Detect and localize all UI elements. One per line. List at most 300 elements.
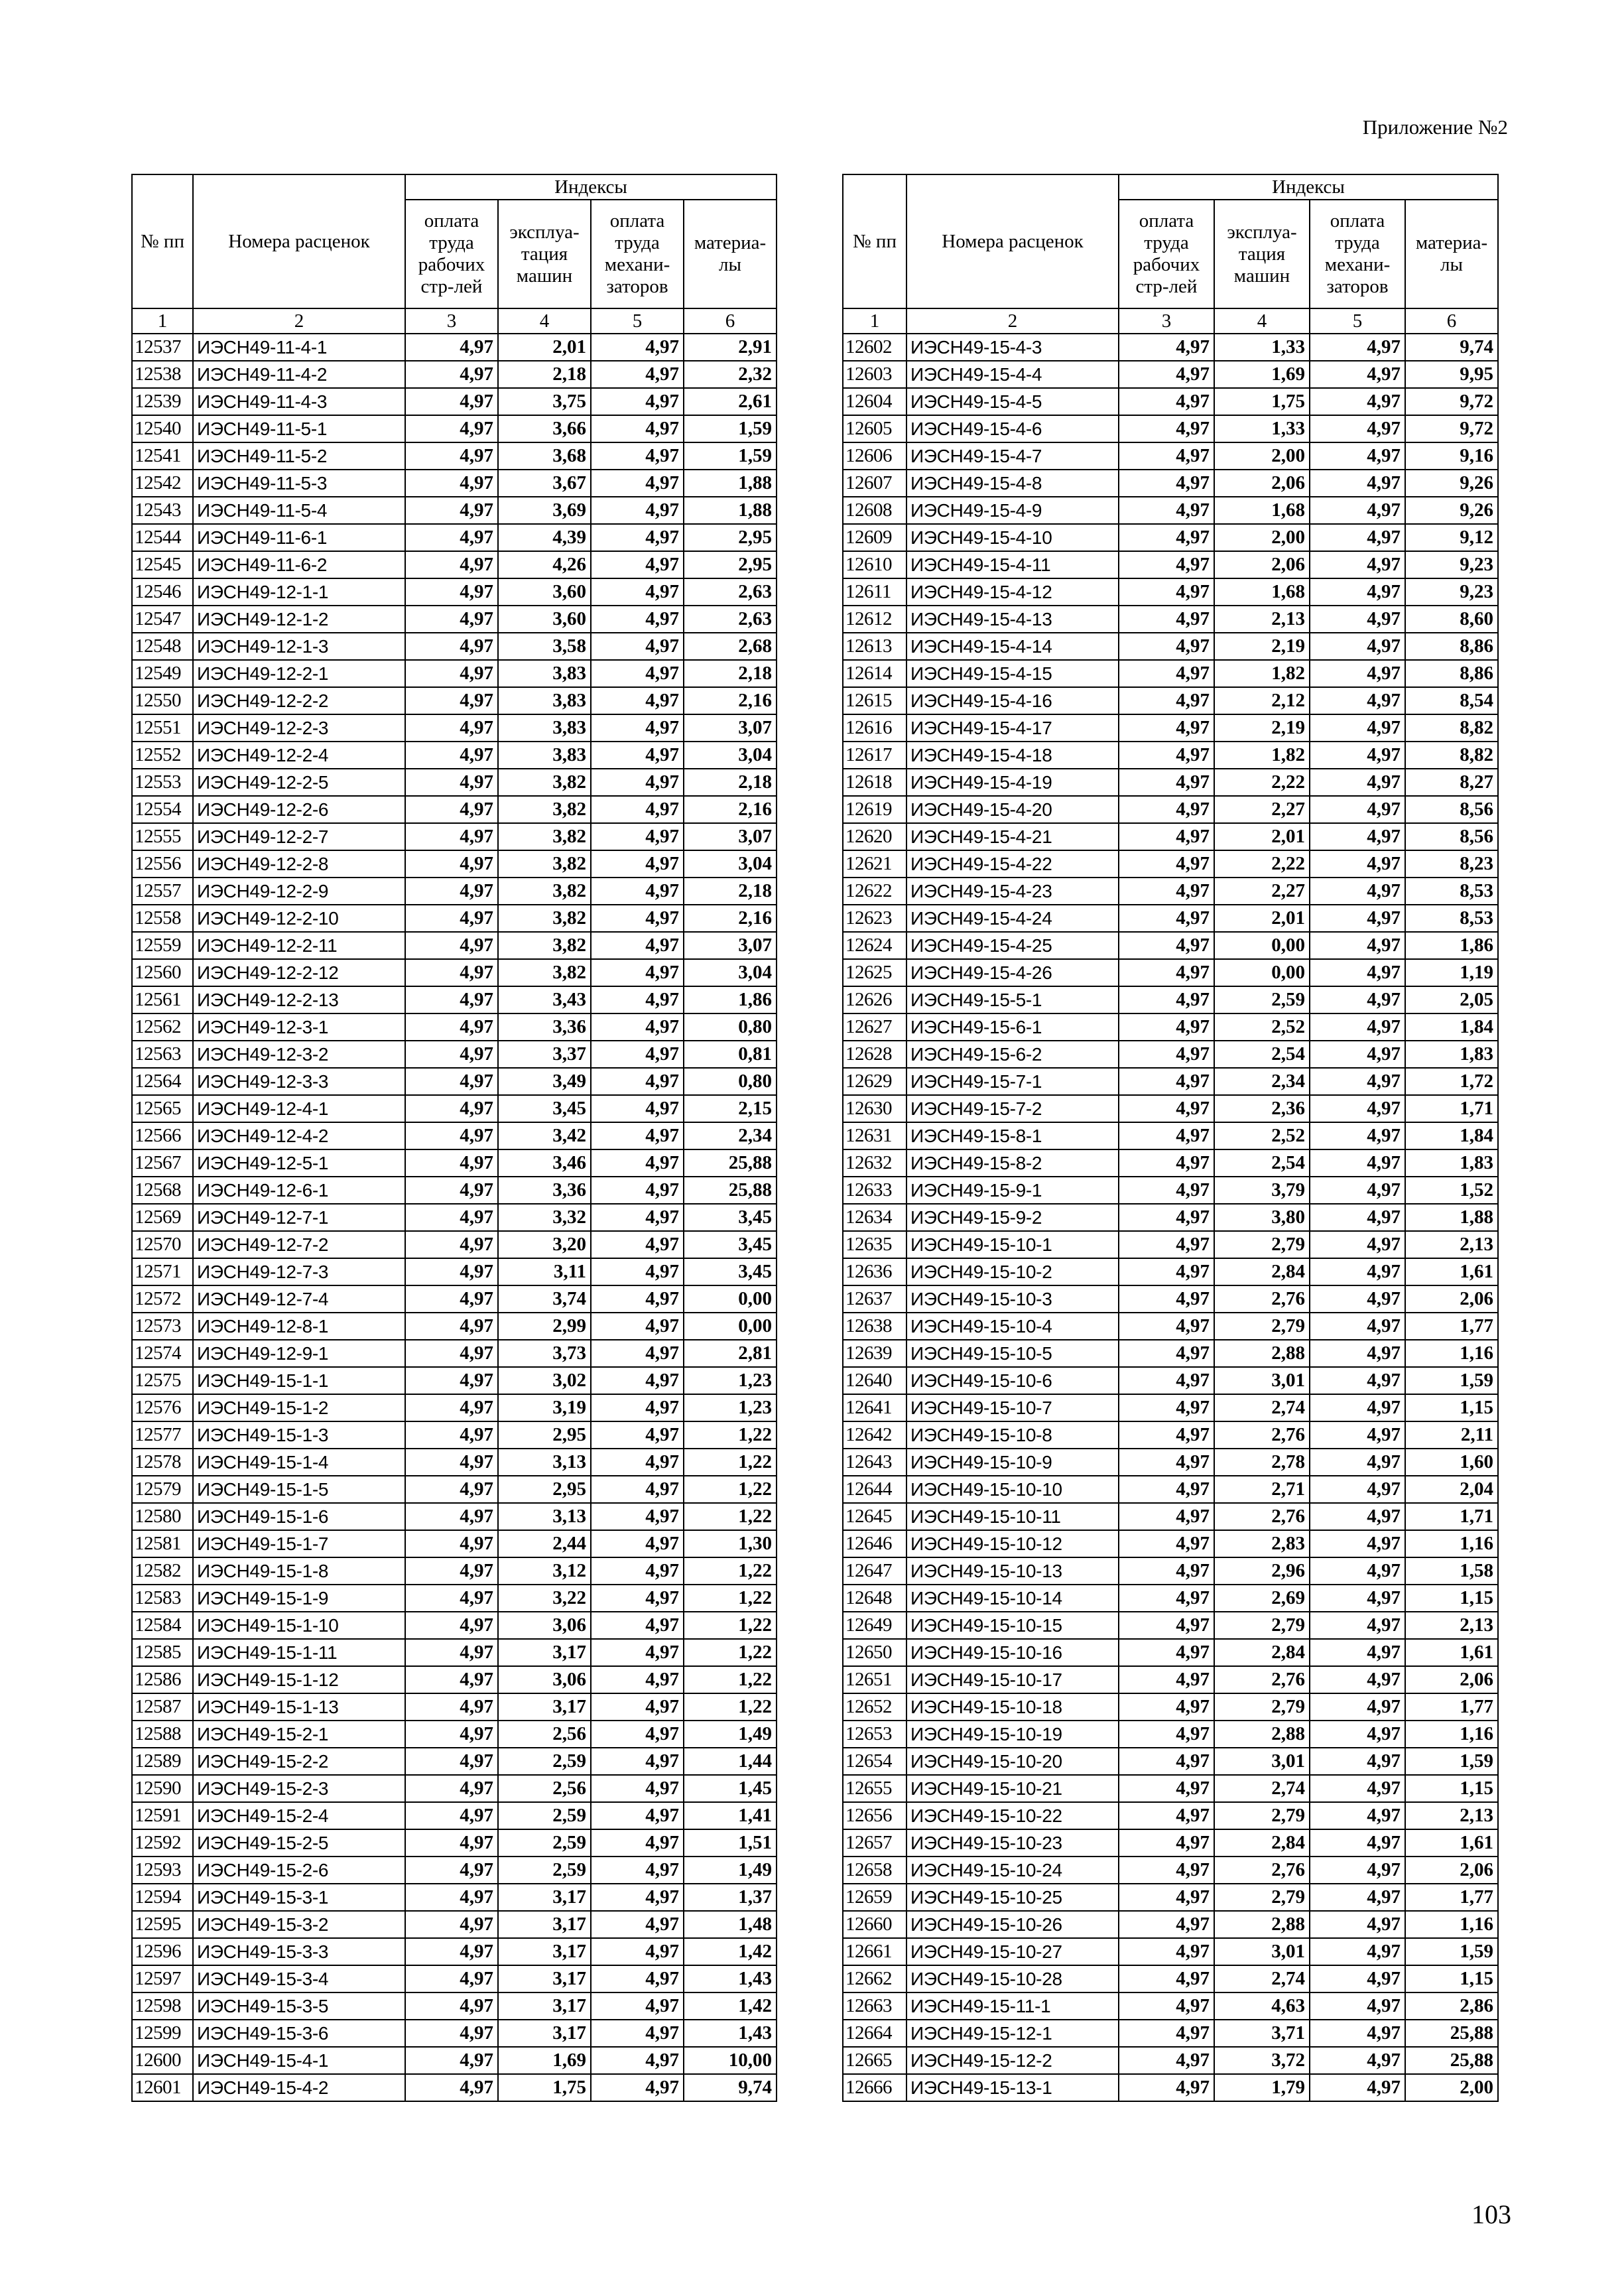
materials-index: 2,06 xyxy=(1405,1666,1498,1693)
table-row xyxy=(843,361,1498,388)
labor-operators-index: 4,97 xyxy=(591,1204,684,1231)
labor-workers-index: 4,97 xyxy=(405,1068,498,1095)
labor-operators-index: 4,97 xyxy=(591,1095,684,1122)
table-row xyxy=(843,1530,1498,1557)
materials-index: 3,07 xyxy=(684,932,777,959)
row-number: 12613 xyxy=(843,633,906,660)
machine-operation-index: 2,76 xyxy=(1214,1857,1310,1884)
labor-workers-index: 4,97 xyxy=(1119,470,1214,497)
materials-index: 1,59 xyxy=(1405,1367,1498,1394)
machine-operation-index: 3,66 xyxy=(498,415,591,442)
rate-code: ИЭСН49-12-1-2 xyxy=(193,606,405,633)
table-row xyxy=(843,415,1498,442)
table-row xyxy=(843,2074,1498,2101)
table-row xyxy=(132,1666,777,1693)
rate-code: ИЭСН49-15-4-25 xyxy=(906,932,1119,959)
header-materials: материа-лы xyxy=(1405,200,1498,308)
machine-operation-index: 3,12 xyxy=(498,1557,591,1585)
table-row xyxy=(843,1666,1498,1693)
labor-workers-index: 4,97 xyxy=(405,1041,498,1068)
row-number: 12586 xyxy=(132,1666,193,1693)
labor-operators-index: 4,97 xyxy=(1310,1421,1405,1449)
rate-code: ИЭСН49-12-2-7 xyxy=(193,823,405,850)
labor-operators-index: 4,97 xyxy=(1310,1149,1405,1177)
machine-operation-index: 2,95 xyxy=(498,1421,591,1449)
materials-index: 9,16 xyxy=(1405,442,1498,470)
table-row xyxy=(132,1122,777,1149)
rate-code: ИЭСН49-12-2-10 xyxy=(193,905,405,932)
labor-operators-index: 4,97 xyxy=(1310,1965,1405,1992)
machine-operation-index: 3,83 xyxy=(498,660,591,687)
row-number: 12657 xyxy=(843,1829,906,1857)
materials-index: 2,16 xyxy=(684,905,777,932)
materials-index: 1,88 xyxy=(684,470,777,497)
table-row xyxy=(132,1857,777,1884)
labor-workers-index: 4,97 xyxy=(1119,1938,1214,1965)
row-number: 12558 xyxy=(132,905,193,932)
row-number: 12642 xyxy=(843,1421,906,1449)
machine-operation-index: 1,75 xyxy=(498,2074,591,2101)
materials-index: 1,22 xyxy=(684,1557,777,1585)
table-row xyxy=(132,1612,777,1639)
labor-workers-index: 4,97 xyxy=(405,1775,498,1802)
rate-code: ИЭСН49-15-10-12 xyxy=(906,1530,1119,1557)
table-row xyxy=(843,1857,1498,1884)
rate-code: ИЭСН49-15-10-6 xyxy=(906,1367,1119,1394)
table-row xyxy=(132,850,777,878)
rate-code: ИЭСН49-15-12-2 xyxy=(906,2047,1119,2074)
machine-operation-index: 2,74 xyxy=(1214,1775,1310,1802)
row-number: 12556 xyxy=(132,850,193,878)
row-number: 12595 xyxy=(132,1911,193,1938)
rate-code: ИЭСН49-15-4-20 xyxy=(906,796,1119,823)
materials-index: 9,74 xyxy=(684,2074,777,2101)
labor-operators-index: 4,97 xyxy=(591,470,684,497)
labor-workers-index: 4,97 xyxy=(1119,1612,1214,1639)
labor-operators-index: 4,97 xyxy=(1310,1557,1405,1585)
machine-operation-index: 3,82 xyxy=(498,823,591,850)
row-number: 12590 xyxy=(132,1775,193,1802)
row-number: 12582 xyxy=(132,1557,193,1585)
labor-workers-index: 4,97 xyxy=(405,606,498,633)
labor-workers-index: 4,97 xyxy=(405,1476,498,1503)
labor-workers-index: 4,97 xyxy=(405,959,498,986)
row-number: 12632 xyxy=(843,1149,906,1177)
rate-code: ИЭСН49-15-10-24 xyxy=(906,1857,1119,1884)
labor-operators-index: 4,97 xyxy=(591,1149,684,1177)
header-num: № пп xyxy=(843,174,906,308)
row-number: 12611 xyxy=(843,578,906,606)
labor-operators-index: 4,97 xyxy=(591,714,684,742)
table-row xyxy=(843,1612,1498,1639)
materials-index: 9,72 xyxy=(1405,415,1498,442)
materials-index: 1,22 xyxy=(684,1503,777,1530)
row-number: 12581 xyxy=(132,1530,193,1557)
table-row xyxy=(132,1476,777,1503)
col-index: 4 xyxy=(498,308,591,334)
machine-operation-index: 3,82 xyxy=(498,850,591,878)
machine-operation-index: 3,68 xyxy=(498,442,591,470)
materials-index: 1,59 xyxy=(1405,1938,1498,1965)
machine-operation-index: 2,88 xyxy=(1214,1911,1310,1938)
table-row xyxy=(132,334,777,361)
labor-operators-index: 4,97 xyxy=(1310,1938,1405,1965)
machine-operation-index: 3,13 xyxy=(498,1449,591,1476)
labor-workers-index: 4,97 xyxy=(405,1612,498,1639)
table-row xyxy=(843,1992,1498,2020)
labor-workers-index: 4,97 xyxy=(405,1530,498,1557)
row-number: 12598 xyxy=(132,1992,193,2020)
machine-operation-index: 3,17 xyxy=(498,1693,591,1721)
rate-code: ИЭСН49-15-10-16 xyxy=(906,1639,1119,1666)
rate-code: ИЭСН49-15-10-21 xyxy=(906,1775,1119,1802)
row-number: 12656 xyxy=(843,1802,906,1829)
row-number: 12610 xyxy=(843,551,906,578)
labor-workers-index: 4,97 xyxy=(405,1748,498,1775)
labor-operators-index: 4,97 xyxy=(1310,1530,1405,1557)
machine-operation-index: 2,88 xyxy=(1214,1340,1310,1367)
materials-index: 1,61 xyxy=(1405,1639,1498,1666)
row-number: 12658 xyxy=(843,1857,906,1884)
row-number: 12554 xyxy=(132,796,193,823)
rate-code: ИЭСН49-12-1-1 xyxy=(193,578,405,606)
table-row xyxy=(132,1775,777,1802)
materials-index: 1,52 xyxy=(1405,1177,1498,1204)
materials-index: 2,61 xyxy=(684,388,777,415)
table-row xyxy=(843,388,1498,415)
row-number: 12619 xyxy=(843,796,906,823)
labor-operators-index: 4,97 xyxy=(591,1258,684,1285)
table-row xyxy=(843,606,1498,633)
materials-index: 1,51 xyxy=(684,1829,777,1857)
rate-code: ИЭСН49-15-12-1 xyxy=(906,2020,1119,2047)
materials-index: 2,13 xyxy=(1405,1802,1498,1829)
rate-code: ИЭСН49-12-7-2 xyxy=(193,1231,405,1258)
machine-operation-index: 3,46 xyxy=(498,1149,591,1177)
table-row xyxy=(843,660,1498,687)
table-row xyxy=(132,1911,777,1938)
labor-workers-index: 4,97 xyxy=(405,1721,498,1748)
machine-operation-index: 2,52 xyxy=(1214,1122,1310,1149)
labor-operators-index: 4,97 xyxy=(591,1911,684,1938)
machine-operation-index: 3,37 xyxy=(498,1041,591,1068)
row-number: 12620 xyxy=(843,823,906,850)
table-row xyxy=(843,1693,1498,1721)
rate-code: ИЭСН49-15-4-17 xyxy=(906,714,1119,742)
table-row xyxy=(843,1476,1498,1503)
labor-operators-index: 4,97 xyxy=(591,1177,684,1204)
labor-workers-index: 4,97 xyxy=(405,796,498,823)
column-index-row xyxy=(843,308,1498,334)
materials-index: 1,61 xyxy=(1405,1258,1498,1285)
labor-workers-index: 4,97 xyxy=(405,905,498,932)
table-row xyxy=(843,1802,1498,1829)
machine-operation-index: 2,76 xyxy=(1214,1503,1310,1530)
materials-index: 8,60 xyxy=(1405,606,1498,633)
rate-code: ИЭСН49-15-10-9 xyxy=(906,1449,1119,1476)
machine-operation-index: 2,19 xyxy=(1214,714,1310,742)
labor-workers-index: 4,97 xyxy=(1119,1965,1214,1992)
labor-workers-index: 4,97 xyxy=(405,1992,498,2020)
row-number: 12643 xyxy=(843,1449,906,1476)
row-number: 12574 xyxy=(132,1340,193,1367)
labor-operators-index: 4,97 xyxy=(591,1068,684,1095)
row-number: 12661 xyxy=(843,1938,906,1965)
materials-index: 10,00 xyxy=(684,2047,777,2074)
row-number: 12547 xyxy=(132,606,193,633)
labor-operators-index: 4,97 xyxy=(591,1013,684,1041)
table-row xyxy=(132,361,777,388)
labor-operators-index: 4,97 xyxy=(1310,1721,1405,1748)
rate-code: ИЭСН49-15-2-4 xyxy=(193,1802,405,1829)
machine-operation-index: 3,17 xyxy=(498,1965,591,1992)
labor-workers-index: 4,97 xyxy=(1119,1041,1214,1068)
table-row xyxy=(132,986,777,1013)
row-number: 12634 xyxy=(843,1204,906,1231)
labor-workers-index: 4,97 xyxy=(405,633,498,660)
machine-operation-index: 2,01 xyxy=(1214,905,1310,932)
labor-workers-index: 4,97 xyxy=(1119,2074,1214,2101)
rate-code: ИЭСН49-12-2-4 xyxy=(193,742,405,769)
labor-workers-index: 4,97 xyxy=(405,1394,498,1421)
labor-operators-index: 4,97 xyxy=(1310,1122,1405,1149)
machine-operation-index: 3,17 xyxy=(498,1884,591,1911)
labor-operators-index: 4,97 xyxy=(591,1340,684,1367)
labor-operators-index: 4,97 xyxy=(591,551,684,578)
labor-operators-index: 4,97 xyxy=(591,660,684,687)
labor-operators-index: 4,97 xyxy=(1310,796,1405,823)
row-number: 12651 xyxy=(843,1666,906,1693)
labor-operators-index: 4,97 xyxy=(1310,850,1405,878)
col-index: 5 xyxy=(1310,308,1405,334)
labor-operators-index: 4,97 xyxy=(591,1231,684,1258)
labor-operators-index: 4,97 xyxy=(591,959,684,986)
machine-operation-index: 2,59 xyxy=(498,1748,591,1775)
labor-operators-index: 4,97 xyxy=(591,497,684,524)
table-row xyxy=(132,769,777,796)
machine-operation-index: 2,54 xyxy=(1214,1149,1310,1177)
table-row xyxy=(843,551,1498,578)
table-row xyxy=(843,1095,1498,1122)
machine-operation-index: 2,59 xyxy=(1214,986,1310,1013)
labor-operators-index: 4,97 xyxy=(1310,1693,1405,1721)
table-row xyxy=(132,388,777,415)
rate-code: ИЭСН49-12-3-1 xyxy=(193,1013,405,1041)
machine-operation-index: 3,69 xyxy=(498,497,591,524)
rate-code: ИЭСН49-15-4-23 xyxy=(906,878,1119,905)
row-number: 12624 xyxy=(843,932,906,959)
materials-index: 1,77 xyxy=(1405,1693,1498,1721)
rate-code: ИЭСН49-12-7-3 xyxy=(193,1258,405,1285)
rate-code: ИЭСН49-15-4-4 xyxy=(906,361,1119,388)
col-index: 3 xyxy=(405,308,498,334)
machine-operation-index: 2,84 xyxy=(1214,1639,1310,1666)
machine-operation-index: 4,63 xyxy=(1214,1992,1310,2020)
labor-workers-index: 4,97 xyxy=(405,1013,498,1041)
labor-workers-index: 4,97 xyxy=(1119,1748,1214,1775)
row-number: 12659 xyxy=(843,1884,906,1911)
machine-operation-index: 3,17 xyxy=(498,1938,591,1965)
table-row xyxy=(843,1041,1498,1068)
labor-workers-index: 4,97 xyxy=(405,932,498,959)
labor-operators-index: 4,97 xyxy=(1310,334,1405,361)
rate-code: ИЭСН49-15-10-23 xyxy=(906,1829,1119,1857)
materials-index: 1,15 xyxy=(1405,1775,1498,1802)
labor-operators-index: 4,97 xyxy=(1310,1013,1405,1041)
row-number: 12621 xyxy=(843,850,906,878)
labor-workers-index: 4,97 xyxy=(405,714,498,742)
machine-operation-index: 1,79 xyxy=(1214,2074,1310,2101)
header-machine-operation: эксплуа-тация машин xyxy=(498,200,591,308)
labor-operators-index: 4,97 xyxy=(1310,1204,1405,1231)
materials-index: 0,80 xyxy=(684,1013,777,1041)
row-number: 12629 xyxy=(843,1068,906,1095)
materials-index: 1,58 xyxy=(1405,1557,1498,1585)
machine-operation-index: 4,39 xyxy=(498,524,591,551)
materials-index: 1,15 xyxy=(1405,1585,1498,1612)
labor-workers-index: 4,97 xyxy=(1119,1857,1214,1884)
materials-index: 8,82 xyxy=(1405,742,1498,769)
materials-index: 2,63 xyxy=(684,578,777,606)
labor-workers-index: 4,97 xyxy=(1119,1829,1214,1857)
rate-code: ИЭСН49-15-10-3 xyxy=(906,1285,1119,1313)
materials-index: 1,19 xyxy=(1405,959,1498,986)
machine-operation-index: 3,72 xyxy=(1214,2047,1310,2074)
rate-code: ИЭСН49-12-7-4 xyxy=(193,1285,405,1313)
row-number: 12626 xyxy=(843,986,906,1013)
machine-operation-index: 2,76 xyxy=(1214,1421,1310,1449)
row-number: 12540 xyxy=(132,415,193,442)
header-code: Номера расценок xyxy=(906,174,1119,308)
labor-operators-index: 4,97 xyxy=(591,850,684,878)
rate-code: ИЭСН49-15-4-7 xyxy=(906,442,1119,470)
labor-workers-index: 4,97 xyxy=(1119,850,1214,878)
rate-code: ИЭСН49-12-9-1 xyxy=(193,1340,405,1367)
rate-code: ИЭСН49-15-6-1 xyxy=(906,1013,1119,1041)
table-row xyxy=(843,442,1498,470)
materials-index: 2,34 xyxy=(684,1122,777,1149)
labor-workers-index: 4,97 xyxy=(405,1340,498,1367)
rate-code: ИЭСН49-12-6-1 xyxy=(193,1177,405,1204)
header-materials: материа-лы xyxy=(684,200,777,308)
rate-code: ИЭСН49-15-4-14 xyxy=(906,633,1119,660)
labor-workers-index: 4,97 xyxy=(1119,769,1214,796)
rate-code: ИЭСН49-12-2-11 xyxy=(193,932,405,959)
row-number: 12636 xyxy=(843,1258,906,1285)
labor-workers-index: 4,97 xyxy=(1119,823,1214,850)
rate-code: ИЭСН49-15-10-2 xyxy=(906,1258,1119,1285)
table-row xyxy=(132,1340,777,1367)
header-group: Индексы xyxy=(405,174,777,200)
machine-operation-index: 2,06 xyxy=(1214,470,1310,497)
labor-operators-index: 4,97 xyxy=(591,1503,684,1530)
labor-workers-index: 4,97 xyxy=(1119,1884,1214,1911)
row-number: 12564 xyxy=(132,1068,193,1095)
labor-workers-index: 4,97 xyxy=(1119,606,1214,633)
machine-operation-index: 3,01 xyxy=(1214,1748,1310,1775)
materials-index: 3,04 xyxy=(684,959,777,986)
machine-operation-index: 3,11 xyxy=(498,1258,591,1285)
rate-code: ИЭСН49-12-2-9 xyxy=(193,878,405,905)
table-row xyxy=(843,1829,1498,1857)
labor-workers-index: 4,97 xyxy=(1119,1421,1214,1449)
row-number: 12570 xyxy=(132,1231,193,1258)
machine-operation-index: 3,80 xyxy=(1214,1204,1310,1231)
rate-code: ИЭСН49-15-10-28 xyxy=(906,1965,1119,1992)
rate-code: ИЭСН49-15-1-7 xyxy=(193,1530,405,1557)
rate-code: ИЭСН49-15-2-1 xyxy=(193,1721,405,1748)
table-row xyxy=(843,1938,1498,1965)
machine-operation-index: 2,84 xyxy=(1214,1829,1310,1857)
machine-operation-index: 2,84 xyxy=(1214,1258,1310,1285)
labor-operators-index: 4,97 xyxy=(1310,660,1405,687)
rate-code: ИЭСН49-15-9-1 xyxy=(906,1177,1119,1204)
materials-index: 3,04 xyxy=(684,742,777,769)
labor-workers-index: 4,97 xyxy=(405,2074,498,2101)
materials-index: 3,04 xyxy=(684,850,777,878)
rate-code: ИЭСН49-12-8-1 xyxy=(193,1313,405,1340)
labor-workers-index: 4,97 xyxy=(1119,1911,1214,1938)
row-number: 12567 xyxy=(132,1149,193,1177)
materials-index: 9,74 xyxy=(1405,334,1498,361)
labor-workers-index: 4,97 xyxy=(1119,742,1214,769)
row-number: 12549 xyxy=(132,660,193,687)
table-row xyxy=(843,524,1498,551)
col-index: 4 xyxy=(1214,308,1310,334)
table-row xyxy=(132,633,777,660)
row-number: 12577 xyxy=(132,1421,193,1449)
table-row xyxy=(132,1231,777,1258)
labor-workers-index: 4,97 xyxy=(1119,1585,1214,1612)
labor-operators-index: 4,97 xyxy=(1310,633,1405,660)
rate-code: ИЭСН49-15-4-9 xyxy=(906,497,1119,524)
col-index: 2 xyxy=(906,308,1119,334)
labor-operators-index: 4,97 xyxy=(1310,361,1405,388)
labor-workers-index: 4,97 xyxy=(1119,415,1214,442)
labor-operators-index: 4,97 xyxy=(591,1693,684,1721)
rate-code: ИЭСН49-15-10-11 xyxy=(906,1503,1119,1530)
materials-index: 2,63 xyxy=(684,606,777,633)
materials-index: 2,18 xyxy=(684,660,777,687)
labor-workers-index: 4,97 xyxy=(405,850,498,878)
labor-operators-index: 4,97 xyxy=(1310,1313,1405,1340)
row-number: 12576 xyxy=(132,1394,193,1421)
labor-workers-index: 4,97 xyxy=(405,823,498,850)
rate-code: ИЭСН49-15-3-2 xyxy=(193,1911,405,1938)
row-number: 12600 xyxy=(132,2047,193,2074)
column-index-row xyxy=(132,308,777,334)
machine-operation-index: 3,60 xyxy=(498,606,591,633)
labor-operators-index: 4,97 xyxy=(591,2047,684,2074)
machine-operation-index: 3,83 xyxy=(498,714,591,742)
row-number: 12622 xyxy=(843,878,906,905)
machine-operation-index: 2,76 xyxy=(1214,1666,1310,1693)
labor-workers-index: 4,97 xyxy=(1119,334,1214,361)
labor-operators-index: 4,97 xyxy=(1310,1177,1405,1204)
table-row xyxy=(843,578,1498,606)
row-number: 12578 xyxy=(132,1449,193,1476)
labor-workers-index: 4,97 xyxy=(405,1095,498,1122)
table-row xyxy=(132,524,777,551)
header-machine-operation: эксплуа-тация машин xyxy=(1214,200,1310,308)
labor-operators-index: 4,97 xyxy=(591,578,684,606)
labor-operators-index: 4,97 xyxy=(1310,687,1405,714)
rate-code: ИЭСН49-12-2-2 xyxy=(193,687,405,714)
machine-operation-index: 3,42 xyxy=(498,1122,591,1149)
labor-workers-index: 4,97 xyxy=(1119,633,1214,660)
labor-operators-index: 4,97 xyxy=(591,986,684,1013)
materials-index: 1,71 xyxy=(1405,1095,1498,1122)
